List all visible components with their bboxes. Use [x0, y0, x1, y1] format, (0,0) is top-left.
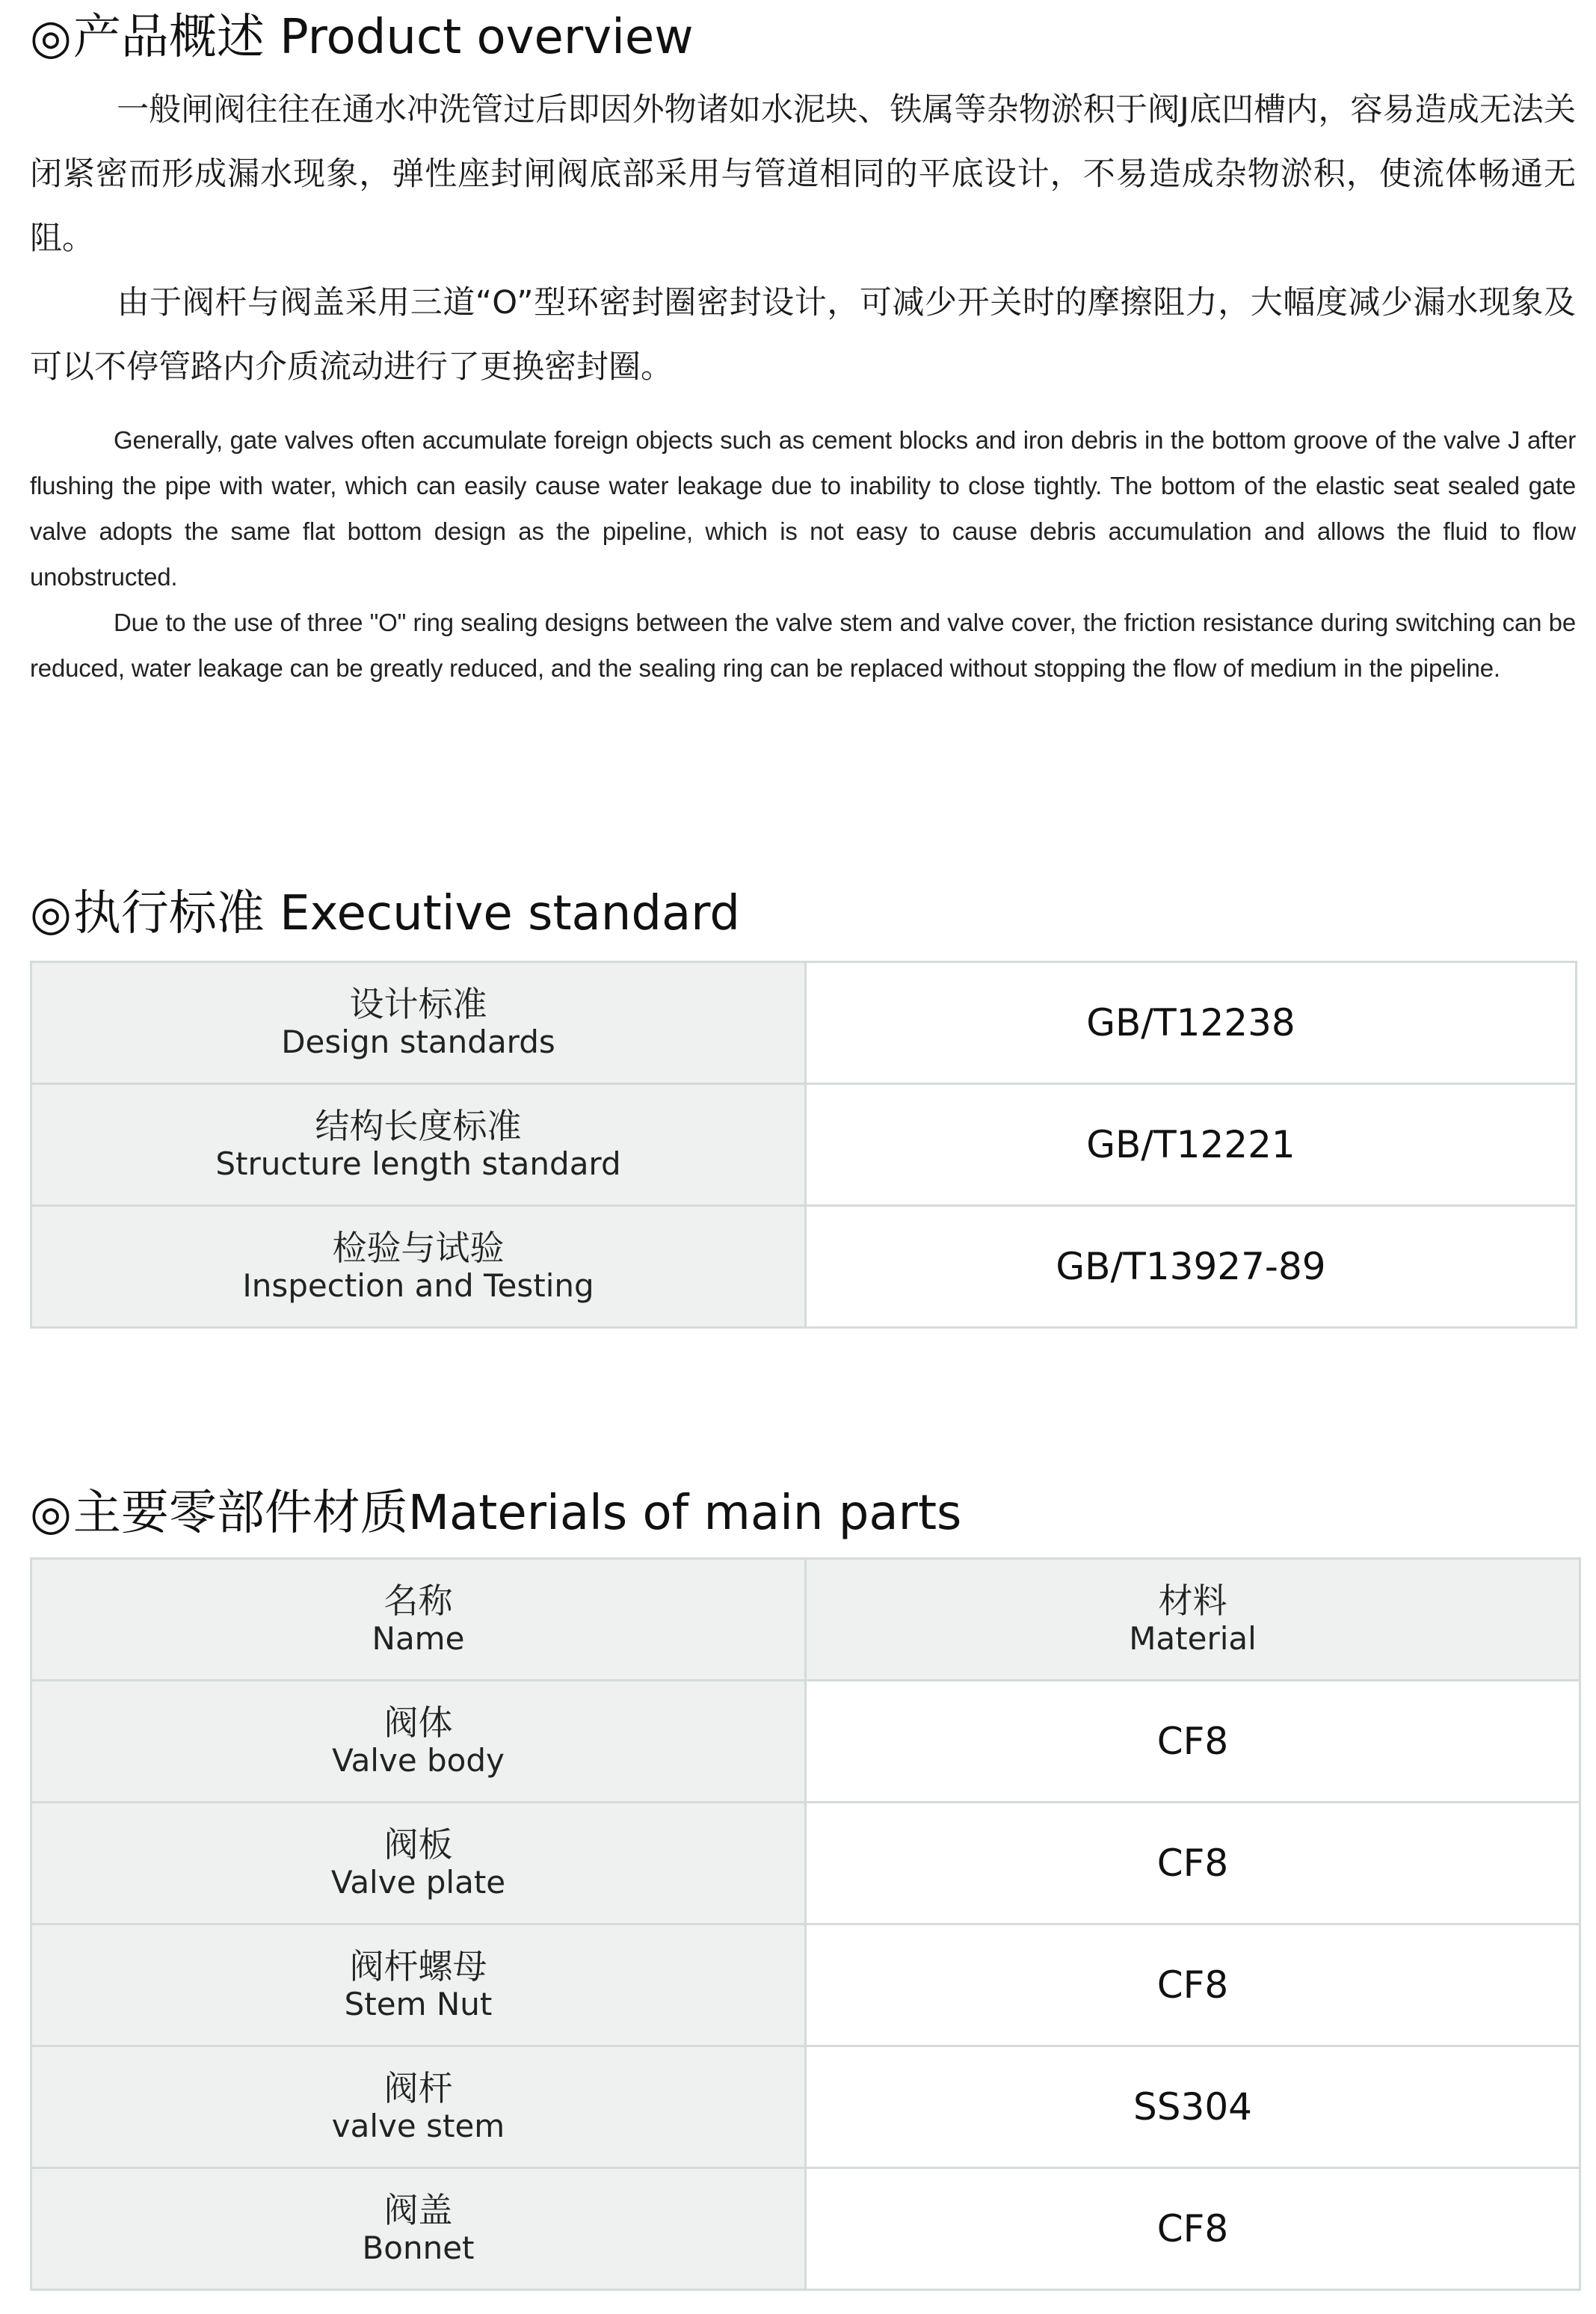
header-material-cn: 材料: [1158, 1581, 1227, 1621]
part-name-cn: 阀体: [383, 1702, 453, 1743]
materials-table: [30, 1557, 1581, 2291]
header-material-en: Material: [1129, 1620, 1257, 1657]
table-row: [31, 1803, 1580, 1924]
part-name-cn: 阀杆: [383, 2068, 453, 2108]
circle-mark-icon: ◎: [30, 886, 72, 941]
part-name-cell: [31, 2046, 806, 2168]
part-name-en: Bonnet: [362, 2230, 475, 2266]
table-row: [31, 962, 1577, 1084]
standard-value-cell: [806, 1084, 1577, 1206]
materials-heading: [30, 1483, 961, 1543]
overview-cn-paragraph-2: 由于阀杆与阀盖采用三道“O”型环密封圈密封设计，可减少开关时的摩擦阻力，大幅度减少漏水现象及可以不停管路内介质流动进行了更换密封圈。: [30, 284, 1576, 386]
table-header-row: [31, 1559, 1580, 1681]
standard-label-cn: 检验与试验: [332, 1228, 505, 1268]
part-material: CF8: [1156, 1720, 1229, 1763]
overview-en-paragraph-2: Due to the use of three "O" ring sealing designs between the valve stem and valve cover, the friction resistance during switching can be reduced, water leakage can be greatly reduced, and the sealing ring can be replaced without stopping the flow of medium in the pipeline.: [30, 609, 1576, 682]
standard-label-cell: [31, 1206, 806, 1328]
part-name-cn: 阀杆螺母: [349, 1946, 487, 1987]
part-name-cell: [31, 2168, 806, 2290]
part-material: CF8: [1156, 1963, 1229, 2007]
standard-value: GB/T12238: [1086, 1001, 1295, 1044]
overview-cn-paragraph-1: 一般闸阀往往在通水冲洗管过后即因外物诸如水泥块、铁属等杂物淤积于阀J底凹槽内，容易造成无法关闭紧密而形成漏水现象，弹性座封闸阀底部采用与管道相同的平底设计，不易造成杂物淤积，使流体畅通无阻。: [30, 91, 1576, 257]
header-name-en: Name: [372, 1620, 465, 1657]
part-material: CF8: [1156, 1841, 1229, 1885]
table-row: [31, 2046, 1580, 2168]
part-name-en: Valve body: [332, 1742, 505, 1779]
executive-standard-table: [30, 961, 1577, 1329]
standard-label-en: Structure length standard: [215, 1145, 621, 1182]
standard-label-cell: [31, 1084, 806, 1206]
executive-standard-heading: [30, 884, 740, 944]
overview-en-paragraph-1: Generally, gate valves often accumulate foreign objects such as cement blocks and iron debris in the bottom groove of the valve J after flushing the pipe with water, which can easily cause water leakage due to inability to close tightly. The bottom of the elastic seat sealed gate valve adopts the same flat bottom design as the pipeline, which is not easy to cause debris accumulation and allows the fluid to flow unobstructed.: [30, 426, 1576, 591]
standard-label-cell: [31, 962, 806, 1084]
part-name-en: Stem Nut: [344, 1986, 493, 2022]
table-row: [31, 1681, 1580, 1803]
header-material-cell: [806, 1559, 1580, 1681]
standard-value: GB/T12221: [1086, 1123, 1295, 1166]
table-row: [31, 1924, 1580, 2046]
part-material: CF8: [1156, 2207, 1229, 2250]
standard-label-cn: 结构长度标准: [315, 1106, 522, 1146]
circle-mark-icon: ◎: [30, 1486, 72, 1541]
table-row: [31, 1206, 1577, 1328]
circle-mark-icon: ◎: [30, 10, 72, 65]
overview-heading: [30, 7, 694, 67]
part-name-cell: [31, 1803, 806, 1924]
part-material-cell: [806, 2046, 1580, 2168]
standard-label-en: Inspection and Testing: [242, 1267, 594, 1304]
header-name-cell: [31, 1559, 806, 1681]
part-name-cell: [31, 1681, 806, 1803]
materials-title: 主要零部件材质Materials of main parts: [73, 1486, 962, 1541]
table-row: [31, 2168, 1580, 2290]
part-material-cell: [806, 1681, 1580, 1803]
standard-value-cell: [806, 962, 1577, 1084]
header-name-cn: 名称: [383, 1581, 453, 1621]
part-material-cell: [806, 2168, 1580, 2290]
table-row: [31, 1084, 1577, 1206]
part-name-cn: 阀板: [383, 1824, 453, 1865]
part-material-cell: [806, 1924, 1580, 2046]
part-material-cell: [806, 1803, 1580, 1924]
standard-label-cn: 设计标准: [349, 984, 487, 1024]
executive-standard-title: 执行标准 Executive standard: [73, 886, 740, 941]
part-name-en: Valve plate: [330, 1864, 506, 1901]
standard-value-cell: [806, 1206, 1577, 1328]
part-name-en: valve stem: [331, 2108, 505, 2144]
standard-label-en: Design standards: [281, 1024, 555, 1060]
standard-value: GB/T13927-89: [1056, 1245, 1326, 1288]
part-material: SS304: [1133, 2085, 1252, 2129]
overview-title: 产品概述 Product overview: [73, 10, 694, 65]
part-name-cn: 阀盖: [383, 2190, 453, 2230]
part-name-cell: [31, 1924, 806, 2046]
